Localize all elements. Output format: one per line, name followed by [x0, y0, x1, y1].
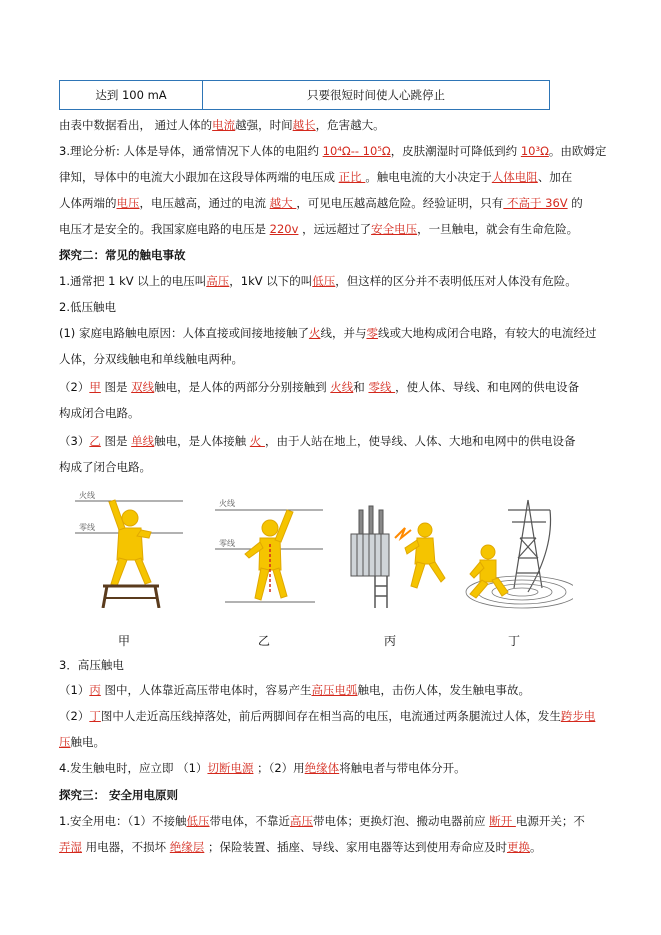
figure-double-line-shock: [75, 488, 185, 608]
answer-arc: 高压电弧: [311, 683, 358, 697]
answer-longer: 越长: [292, 118, 316, 132]
arc-spark: [395, 528, 411, 538]
figure-step-voltage: [458, 488, 573, 613]
subheading-high-voltage: 3．高压触电: [59, 658, 124, 672]
answer-disconnect: 断开: [489, 814, 516, 828]
paragraph-household-2: 人体，分双线触电和单线触电两种。: [59, 352, 243, 366]
answer-body-resistance: 人体电阻: [491, 170, 538, 184]
answer-larger: 越大: [269, 196, 297, 210]
answer-step-end: 压: [59, 735, 71, 749]
answer-voltage: 电压: [116, 196, 140, 210]
paragraph-arc: （1）丙 图中，人体靠近高压带电体时，容易产生高压电弧触电，击伤人体，发生触电事故。: [59, 683, 530, 697]
answer-ding: 丁: [89, 709, 101, 723]
answer-yi: 乙: [89, 434, 101, 448]
caption-ding: 丁: [508, 634, 521, 648]
person-figure-yi: [245, 510, 293, 600]
answer-low: 低压: [186, 814, 210, 828]
answer-cut-power: 切断电源: [207, 761, 254, 775]
paragraph-household-1: (1) 家庭电路触电原因：人体直接或间接地接触了火线，并与零线或大地构成闭合电路，有较大的电流经过: [59, 326, 597, 340]
answer-single: 单线: [131, 434, 155, 448]
answer-double: 双线: [131, 380, 155, 394]
section-heading-2: 探究二：常见的触电事故: [59, 248, 186, 262]
section-heading-3: 探究三： 安全用电原则: [59, 788, 179, 802]
answer-wet: 弄湿: [59, 840, 82, 854]
svg-text:零线: 零线: [79, 523, 95, 532]
paragraph-single-line-1: （3）乙 图是 单线触电，是人体接触 火 ，由于人站在地上，使导线、人体、大地和电网中的供电设备: [59, 434, 576, 448]
paragraph-theory-1: 3.理论分析: 人体是导体，通常情况下人体的电阻约 10⁴Ω-- 10⁵Ω，皮肤潮湿时可降低到约 10³Ω。由欧姆定: [59, 144, 607, 158]
answer-neutral-wire: 零线: [368, 380, 396, 394]
svg-text:零线: 零线: [219, 539, 235, 548]
paragraph-conclusion: 由表中数据看出， 通过人体的电流越强，时间越长，危害越大。: [59, 118, 385, 132]
paragraph-double-line-2: 构成闭合电路。: [59, 406, 140, 420]
answer-insulator: 绝缘体: [304, 761, 340, 775]
person-figure-ding: [470, 545, 508, 598]
paragraph-step-1: （2）丁图中人走近高压线掉落处，前后两脚间存在相当高的电压，电流通过两条腿流过人体，发生跨步电: [59, 709, 596, 723]
answer-neutral: 零: [366, 326, 378, 340]
paragraph-response: 4.发生触电时，应立即 （1）切断电源 ；（2）用绝缘体将触电者与带电体分开。: [59, 761, 466, 775]
answer-live-wire: 火线: [330, 380, 354, 394]
person-figure-bing: [405, 523, 445, 588]
paragraph-high-low: 1.通常把 1 kV 以上的电压叫高压，1kV 以下的叫低压，但这样的区分并不表明低压对人体没有危险。: [59, 274, 577, 288]
answer-fire: 火: [249, 434, 265, 448]
answer-replace: 更换: [506, 840, 530, 854]
person-figure-jia: [109, 500, 151, 586]
answer-current: 电流: [212, 118, 236, 132]
paragraph-theory-2: 律知，导体中的电流大小跟加在这段导体两端的电压成 正比 。触电电流的大小决定于人体电阻、加在: [59, 170, 573, 184]
current-effect-table: [59, 80, 550, 110]
answer-step: 跨步电: [560, 709, 596, 723]
paragraph-single-line-2: 构成了闭合电路。: [59, 460, 151, 474]
svg-text:火线: 火线: [219, 499, 235, 508]
answer-proportional: 正比: [338, 170, 366, 184]
table-row: [60, 81, 550, 110]
pylon: [508, 500, 551, 592]
answer-high-voltage: 高压: [206, 274, 230, 288]
table-cell-effect: 只要很短时间使人心跳停止: [203, 81, 550, 110]
paragraph-double-line-1: （2）甲 图是 双线触电，是人体的两部分分别接触到 火线和 零线 ，使人体、导线、和电网的供电设备: [59, 380, 580, 394]
transformer: [351, 506, 389, 576]
svg-text:火线: 火线: [79, 491, 95, 500]
paragraph-step-2: 压触电。: [59, 735, 105, 749]
answer-jia: 甲: [89, 380, 101, 394]
table-cell-current: 达到 100 mA: [60, 81, 203, 110]
answer-high: 高压: [290, 814, 314, 828]
figure-single-line-shock: [215, 488, 325, 608]
caption-yi: 乙: [258, 634, 271, 648]
answer-220v: 220v: [269, 222, 299, 236]
answer-bing: 丙: [89, 683, 101, 697]
answer-insulation: 绝缘层: [169, 840, 205, 854]
answer-36v: 不高于 36V: [503, 196, 568, 210]
wooden-stool: [103, 586, 159, 608]
answer-low-voltage: 低压: [312, 274, 336, 288]
figure-high-voltage-arc: [345, 488, 455, 613]
answer-safe-voltage: 安全电压: [371, 222, 418, 236]
answer-live: 火: [308, 326, 321, 340]
answer-wet-resistance: 10³Ω: [520, 144, 549, 158]
caption-bing: 丙: [384, 634, 397, 648]
caption-jia: 甲: [118, 634, 131, 648]
paragraph-theory-4: 电压才是安全的。我国家庭电路的电压是 220v ，远远超过了安全电压，一旦触电，就会有生命危险。: [59, 222, 579, 236]
ladder: [375, 576, 387, 608]
subheading-low-voltage: 2.低压触电: [59, 300, 116, 314]
paragraph-safety-2: 弄湿 用电器，不损坏 绝缘层 ；保险装置、插座、导线、家用电器等达到使用寿命应及时更换。: [59, 840, 542, 854]
answer-resistance: 10⁴Ω-- 10⁵Ω: [322, 144, 391, 158]
paragraph-safety-1: 1.安全用电：（1）不接触低压带电体，不靠近高压带电体；更换灯泡、搬动电器前应 断开 电源开关；不: [59, 814, 585, 828]
paragraph-theory-3: 人体两端的电压，电压越高，通过的电流 越大 ，可见电压越高越危险。经验证明，只有 不高于 36V 的: [59, 196, 583, 210]
